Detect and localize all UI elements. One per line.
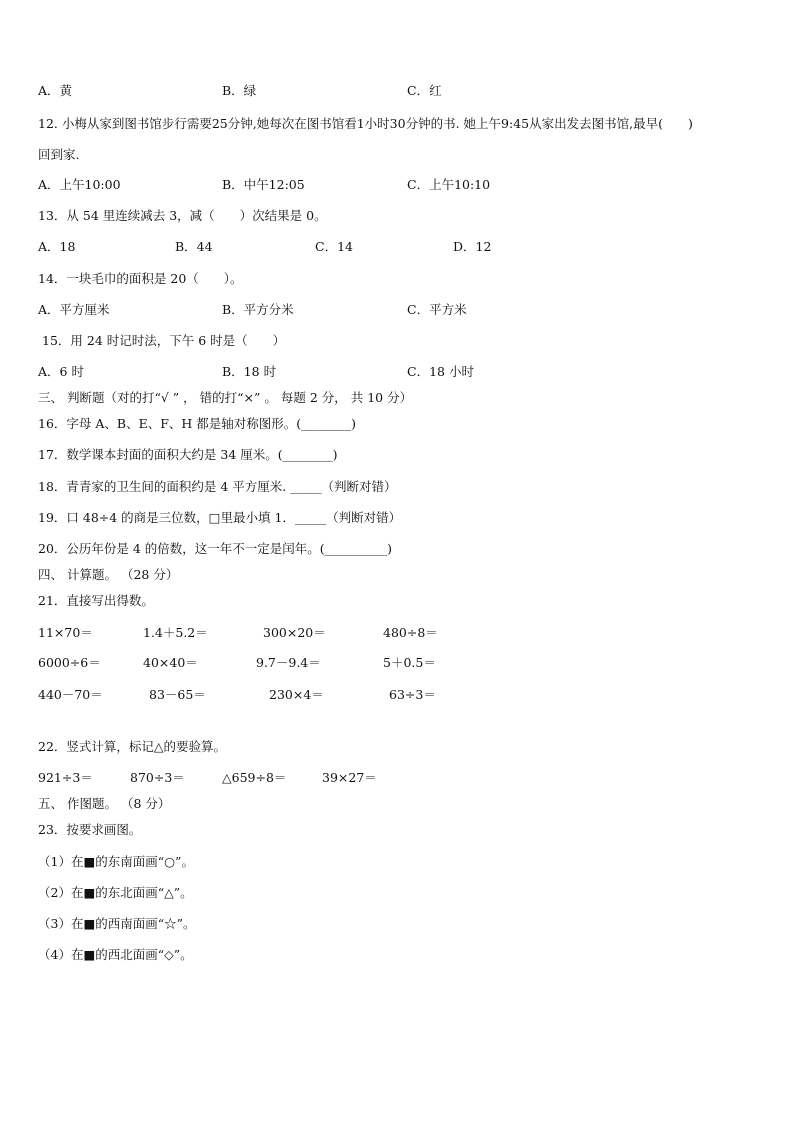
q22-item: △659÷8＝: [222, 770, 287, 785]
q22-item: 39×27＝: [322, 770, 377, 785]
q17: 17．数学课本封面的面积大约是 34 厘米。(________): [38, 447, 338, 462]
q15-stem: 15．用 24 时记时法，下午 6 时是（ ）: [42, 333, 286, 348]
q11-option-c: C．红: [407, 83, 442, 98]
q15-option-c: C．18 小时: [407, 364, 474, 379]
q13-option-d: D．12: [453, 239, 492, 254]
q21-item: 40×40＝: [143, 655, 198, 670]
q12-stem-line2: 回到家.: [38, 147, 80, 162]
q21-item: 63÷3＝: [389, 687, 436, 702]
q14-option-b: B．平方分米: [222, 302, 294, 317]
q15-option-a: A．6 时: [38, 364, 84, 379]
q21-item: 5＋0.5＝: [383, 655, 436, 670]
q20: 20．公历年份是 4 的倍数，这一年不一定是闰年。(__________): [38, 541, 393, 556]
q13-option-a: A．18: [38, 239, 76, 254]
q23-item-4: （4）在■的西北面画“◇”。: [38, 947, 193, 962]
q11-option-b: B．绿: [222, 83, 257, 98]
q14-option-c: C．平方米: [407, 302, 467, 317]
q14-stem: 14．一块毛巾的面积是 20（ ）。: [38, 271, 243, 286]
q22-item: 921÷3＝: [38, 770, 93, 785]
q11-option-a: A．黄: [38, 83, 73, 98]
q22-item: 870÷3＝: [130, 770, 185, 785]
q16: 16．字母 A、B、E、F、H 都是轴对称图形。(________): [38, 416, 357, 431]
q19: 19．口 48÷4 的商是三位数，□里最小填 1．_____（判断对错）: [38, 510, 402, 525]
section-5-heading: 五、 作图题。 （8 分）: [38, 796, 171, 811]
section-4-heading: 四、 计算题。 （28 分）: [38, 567, 179, 582]
q21-item: 480÷8＝: [383, 625, 438, 640]
q23-item-3: （3）在■的西南面画“☆”。: [38, 916, 196, 931]
q21-item: 11×70＝: [38, 625, 93, 640]
q23-item-2: （2）在■的东北面画“△”。: [38, 885, 193, 900]
q13-option-b: B．44: [175, 239, 213, 254]
q21-stem: 21．直接写出得数。: [38, 593, 154, 608]
q13-option-c: C．14: [315, 239, 353, 254]
q21-item: 9.7－9.4＝: [256, 655, 321, 670]
q12-option-a: A．上午10:00: [38, 177, 121, 192]
q12-stem-line1: 12. 小梅从家到图书馆步行需要25分钟,她每次在图书馆看1小时30分钟的书. 她上午9:45从家出发去图书馆,最早( ): [38, 116, 693, 131]
section-3-heading: 三、 判断题（对的打“√ ” ， 错的打“×” 。 每题 2 分， 共 10 分）: [38, 390, 413, 405]
q22-stem: 22．竖式计算，标记△的要验算。: [38, 739, 227, 754]
q21-item: 6000÷6＝: [38, 655, 101, 670]
q14-option-a: A．平方厘米: [38, 302, 110, 317]
q18: 18．青青家的卫生间的面积约是 4 平方厘米. _____（判断对错）: [38, 479, 397, 494]
q13-stem: 13．从 54 里连续减去 3，减（ ）次结果是 0。: [38, 208, 327, 223]
q23-item-1: （1）在■的东南面画“○”。: [38, 854, 194, 869]
q12-option-c: C．上午10:10: [407, 177, 491, 192]
q21-item: 440－70＝: [38, 687, 103, 702]
q21-item: 230×4＝: [269, 687, 324, 702]
q12-option-b: B．中午12:05: [222, 177, 305, 192]
q21-item: 1.4＋5.2＝: [143, 625, 208, 640]
q21-item: 300×20＝: [263, 625, 326, 640]
q21-item: 83－65＝: [149, 687, 206, 702]
q15-option-b: B．18 时: [222, 364, 277, 379]
q23-stem: 23．按要求画图。: [38, 822, 142, 837]
